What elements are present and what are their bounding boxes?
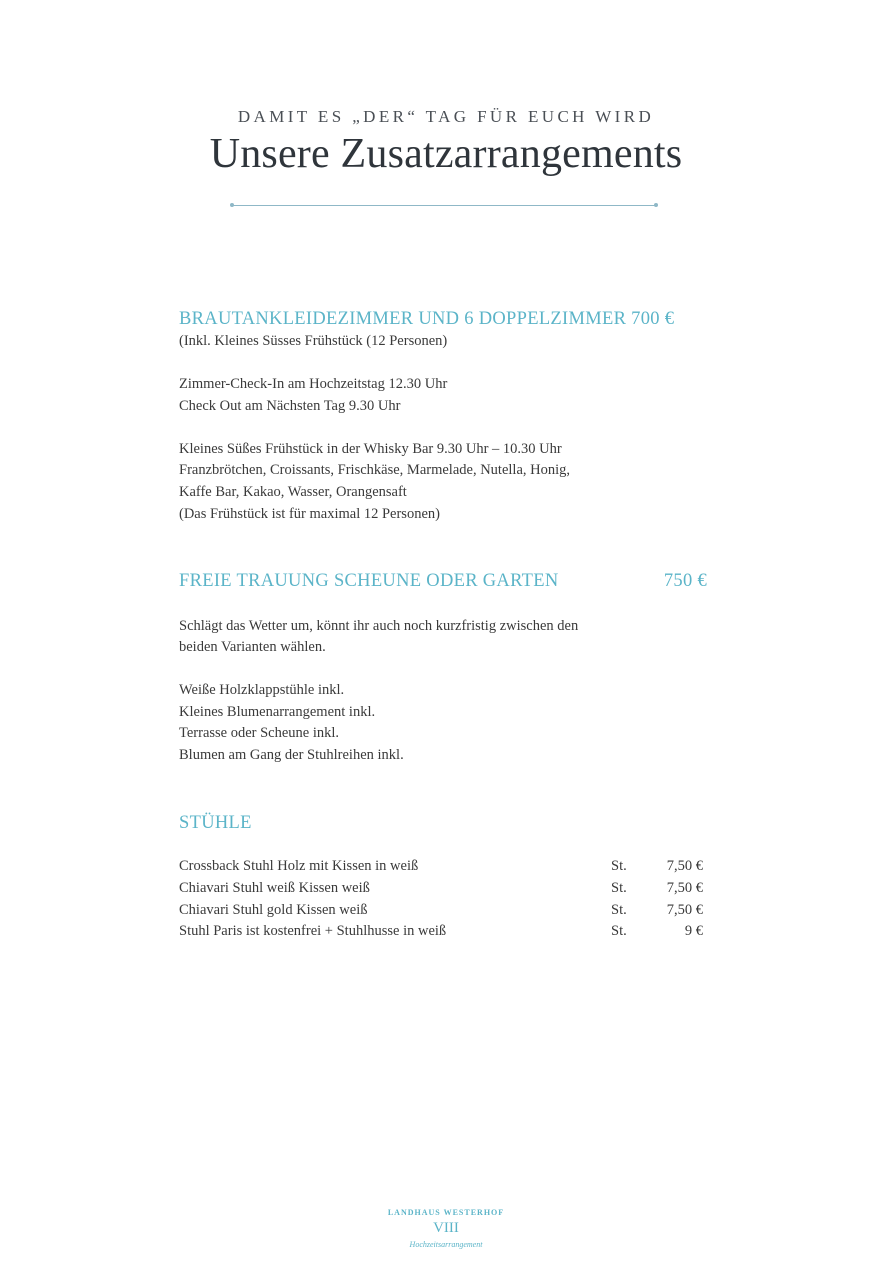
footer-page-number: VIII bbox=[433, 1220, 459, 1236]
chair-row-name: Chiavari Stuhl weiß Kissen weiß bbox=[179, 880, 370, 896]
section-line: (Inkl. Kleines Süsses Frühstück (12 Personen) bbox=[179, 333, 448, 349]
chair-row-unit: St. bbox=[611, 902, 627, 918]
chair-row-unit: St. bbox=[611, 880, 627, 896]
page-kicker: DAMIT ES „DER“ TAG FÜR EUCH WIRD bbox=[237, 107, 655, 126]
section-line: Kleines Blumenarrangement inkl. bbox=[179, 704, 376, 720]
section-line: Schlägt das Wetter um, könnt ihr auch noch kurzfristig zwischen den bbox=[179, 618, 579, 634]
chair-row-name: Stuhl Paris ist kostenfrei + Stuhlhusse in weiß bbox=[179, 923, 447, 939]
section-line: (Das Frühstück ist für maximal 12 Personen) bbox=[179, 506, 440, 522]
footer-subtitle: Hochzeitsarrangement bbox=[409, 1240, 483, 1249]
chair-row-price: 7,50 € bbox=[666, 880, 703, 896]
chair-row-price: 7,50 € bbox=[666, 902, 703, 918]
chair-row-unit: St. bbox=[611, 858, 627, 874]
section-price-freie-trauung: 750 € bbox=[663, 571, 707, 591]
chair-row-price: 7,50 € bbox=[666, 858, 703, 874]
section-heading-brautankleidezimmer: BRAUTANKLEIDEZIMMER UND 6 DOPPELZIMMER 700 € bbox=[179, 309, 675, 329]
chair-row-name: Chiavari Stuhl gold Kissen weiß bbox=[179, 902, 368, 918]
divider-dot-left bbox=[230, 203, 234, 207]
divider-line bbox=[233, 205, 655, 206]
chair-row-price: 9 € bbox=[684, 923, 703, 939]
section-heading-freie-trauung: FREIE TRAUUNG SCHEUNE ODER GARTEN bbox=[179, 571, 559, 591]
section-line: Zimmer-Check-In am Hochzeitstag 12.30 Uhr bbox=[179, 376, 448, 392]
title-divider bbox=[230, 203, 658, 207]
section-heading-stuehle: STÜHLE bbox=[179, 813, 252, 833]
chair-row-unit: St. bbox=[611, 923, 627, 939]
divider-dot-right bbox=[654, 203, 658, 207]
section-line: Weiße Holzklappstühle inkl. bbox=[179, 682, 345, 698]
section-line: Blumen am Gang der Stuhlreihen inkl. bbox=[179, 747, 404, 763]
section-line: Kaffe Bar, Kakao, Wasser, Orangensaft bbox=[179, 484, 407, 500]
section-line: Franzbrötchen, Croissants, Frischkäse, Marmelade, Nutella, Honig, bbox=[179, 462, 571, 478]
section-line: beiden Varianten wählen. bbox=[179, 639, 326, 655]
section-line: Terrasse oder Scheune inkl. bbox=[179, 725, 340, 741]
page-title: Unsere Zusatzarrangements bbox=[209, 131, 683, 177]
section-line: Check Out am Nächsten Tag 9.30 Uhr bbox=[179, 398, 401, 414]
footer-brand: LANDHAUS WESTERHOF bbox=[387, 1208, 505, 1217]
section-line: Kleines Süßes Frühstück in der Whisky Bar 9.30 Uhr – 10.30 Uhr bbox=[179, 441, 562, 457]
chair-row-name: Crossback Stuhl Holz mit Kissen in weiß bbox=[179, 858, 419, 874]
